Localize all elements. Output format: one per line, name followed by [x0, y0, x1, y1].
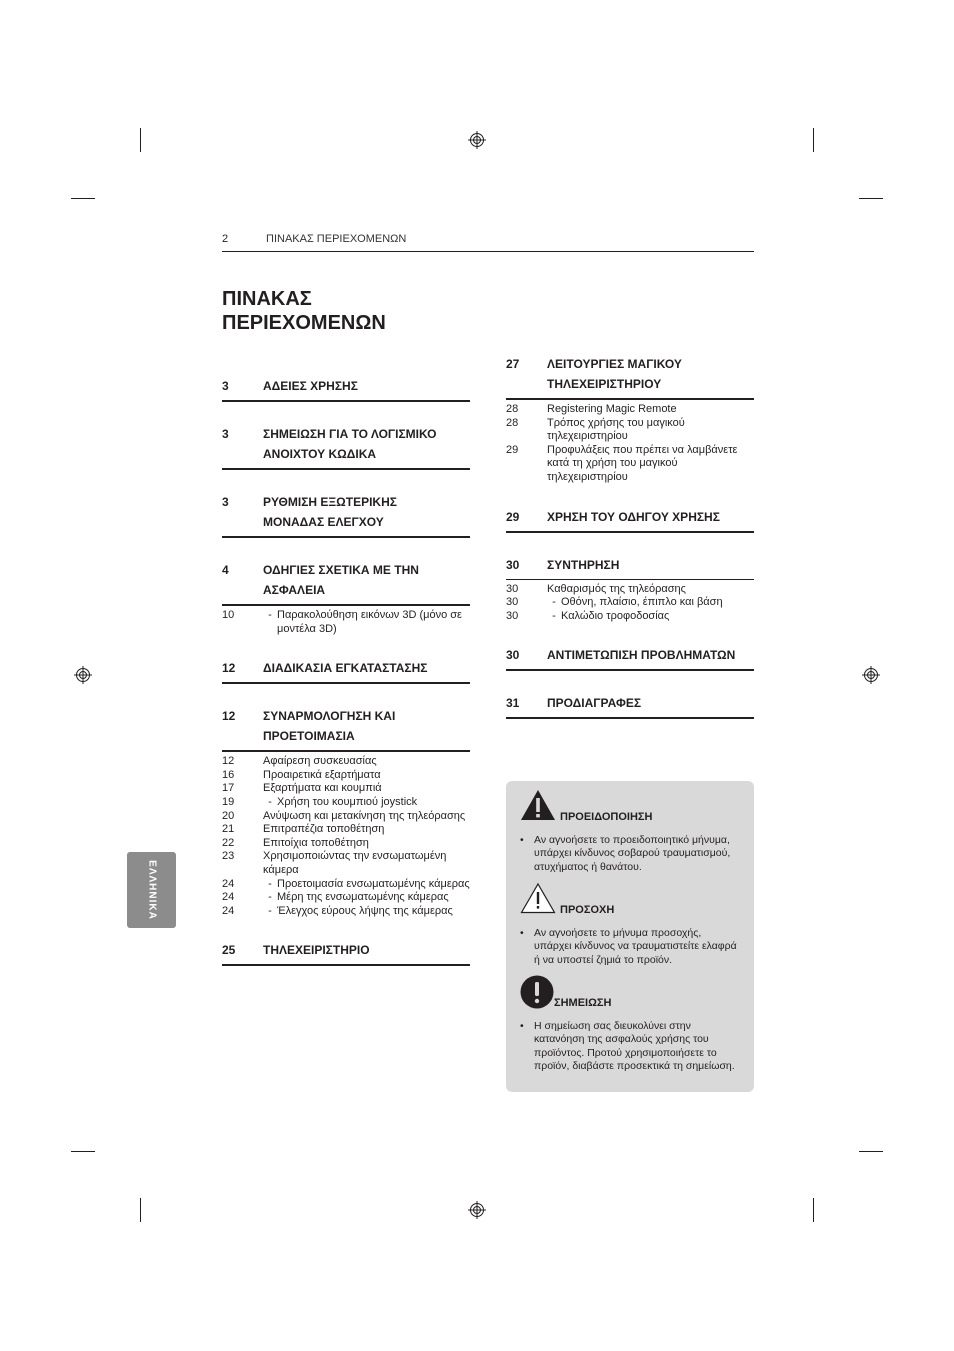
toc-subitem-title: Χρησιμοποιώντας την ενσωματωμένη κάμερα — [263, 850, 447, 876]
toc-heading[interactable] — [222, 376, 470, 402]
toc-heading-page: 3 — [222, 427, 229, 441]
toc-heading-title — [547, 507, 754, 527]
toc-subitem-title: Προετοιμασία ενσωματωμένης κάμερας — [277, 877, 470, 890]
toc-section — [222, 376, 470, 402]
note-label: ΣΗΜΕΙΩΣΗ — [554, 997, 612, 1009]
page-title-line: ΠΙΝΑΚΑΣ — [222, 288, 312, 310]
toc-subitem-title: Ανύψωση και μετακίνηση της τηλεόρασης — [263, 809, 466, 822]
registration-mark-icon — [74, 666, 92, 684]
toc-section — [506, 354, 754, 485]
toc-section — [506, 533, 754, 624]
toc-heading-title — [263, 706, 470, 746]
crop-mark — [813, 1198, 814, 1222]
toc-heading-line: ΧΡΗΣΗ ΤΟΥ ΟΔΗΓΟΥ ΧΡΗΣΗΣ — [547, 509, 720, 524]
toc-subitem-title: Οθόνη, πλαίσιο, έπιπλο και βάση — [561, 596, 723, 609]
toc-heading-line: ΔΙΑΔΙΚΑΣΙΑ ΕΓΚΑΤΑΣΤΑΣΗΣ — [263, 661, 428, 676]
toc-heading-line: ΜΟΝΑΔΑΣ ΕΛΕΓΧΟΥ — [263, 515, 384, 529]
toc-subitem-dash: - — [268, 795, 272, 808]
toc-heading-title — [547, 693, 754, 713]
caution-text: • Αν αγνοήσετε το μήνυμα προσοχής, υπάρχει κίνδυνος να τραυματιστείτε ελαφρά ή να υποστεί ζημιά το προϊόν. — [520, 927, 737, 966]
toc-heading-title — [263, 492, 470, 532]
toc-heading-line: ΑΝΟΙΧΤΟΥ ΚΩΔΙΚΑ — [263, 447, 377, 461]
toc-subitem[interactable] — [506, 610, 754, 624]
toc-section — [222, 538, 470, 636]
toc-heading-page: 29 — [506, 509, 520, 524]
toc-subitem-title: Επιτραπέζια τοποθέτηση — [263, 823, 385, 836]
toc-heading-page: 4 — [222, 563, 229, 577]
toc-subitem[interactable] — [506, 403, 754, 417]
toc-left-column — [222, 376, 470, 966]
page-number: 2 — [222, 233, 229, 245]
toc-right-column — [506, 354, 754, 719]
toc-subitem[interactable] — [222, 837, 470, 851]
toc-subitem-title: Χρήση του κουμπιού joystick — [277, 795, 418, 808]
crop-mark — [813, 128, 814, 152]
toc-subitem-page: 20 — [222, 809, 235, 822]
toc-heading[interactable] — [222, 424, 470, 470]
toc-subitem-title: Εξαρτήματα και κουμπιά — [263, 782, 382, 795]
toc-subitem[interactable] — [506, 444, 754, 485]
toc-subitem-page: 12 — [222, 755, 235, 768]
toc-heading[interactable] — [506, 645, 754, 671]
language-tab-label: ΕΛΛΗΝΙΚΑ — [146, 860, 157, 920]
toc-heading-page: 31 — [506, 696, 520, 711]
toc-subitem[interactable] — [506, 583, 754, 597]
toc-heading-page: 12 — [222, 709, 236, 724]
toc-heading-line: ΣΥΝΑΡΜΟΛΟΓΗΣΗ ΚΑΙ — [263, 709, 396, 724]
toc-subitem-title: Μέρη της ενσωματωμένης κάμερας — [277, 891, 449, 904]
caution-triangle-icon — [520, 882, 556, 914]
toc-subitem-title: Αφαίρεση συσκευασίας — [263, 755, 377, 768]
toc-heading-line: ΟΔΗΓΙΕΣ ΣΧΕΤΙΚΑ ΜΕ ΤΗΝ — [263, 563, 419, 577]
toc-heading-line: ΤΗΛΕΧΕΙΡΙΣΤΗΡΙΟΥ — [547, 377, 662, 391]
toc-subitem-page: 23 — [222, 850, 235, 863]
toc-section — [506, 671, 754, 719]
toc-subitem-page: 10 — [222, 609, 235, 621]
toc-subitem-page: 30 — [506, 609, 519, 622]
toc-subitem[interactable] — [222, 609, 470, 636]
toc-heading[interactable] — [222, 940, 470, 966]
toc-subitem[interactable] — [506, 596, 754, 610]
caution-label: ΠΡΟΣΟΧΗ — [560, 904, 615, 916]
toc-subitem-page: 30 — [506, 596, 519, 609]
toc-subitem-page: 16 — [222, 768, 235, 781]
toc-heading-page: 3 — [222, 495, 229, 509]
toc-section — [222, 918, 470, 966]
crop-mark — [71, 198, 95, 199]
toc-subitem-title: Τρόπος χρήσης του μαγικού τηλεχειριστηρίου — [547, 416, 685, 443]
toc-section — [222, 402, 470, 470]
toc-sublist — [222, 609, 470, 636]
header-rule — [222, 251, 754, 252]
page-title-line: ΠΕΡΙΕΧΟΜΕΝΩΝ — [222, 312, 386, 334]
toc-subitem[interactable] — [222, 810, 470, 824]
crop-mark — [859, 198, 883, 199]
toc-subitem[interactable] — [222, 850, 470, 877]
crop-mark — [140, 1198, 141, 1222]
toc-heading-line: ΡΥΘΜΙΣΗ ΕΞΩΤΕΡΙΚΗΣ — [263, 495, 397, 509]
toc-subitem-page: 24 — [222, 877, 235, 890]
toc-heading-page: 30 — [506, 648, 520, 663]
toc-subitem[interactable] — [222, 755, 470, 769]
toc-section — [222, 684, 470, 918]
crop-mark — [859, 1151, 883, 1152]
toc-subitem[interactable] — [222, 905, 470, 919]
toc-heading-title — [547, 645, 754, 665]
toc-section — [506, 485, 754, 533]
bullet-icon: • — [520, 834, 524, 846]
toc-heading-title — [547, 555, 754, 575]
toc-heading-page: 12 — [222, 661, 236, 676]
registration-mark-icon — [468, 1201, 486, 1219]
crop-mark — [140, 128, 141, 152]
toc-heading-title — [263, 560, 470, 600]
toc-heading[interactable] — [506, 693, 754, 719]
toc-heading[interactable] — [222, 658, 470, 684]
notice-box — [506, 781, 754, 1092]
toc-heading-page: 25 — [222, 943, 236, 958]
toc-subitem[interactable] — [222, 891, 470, 905]
exclamation-circle-icon — [520, 975, 554, 1009]
registration-mark-icon — [862, 666, 880, 684]
toc-subitem-page: 24 — [222, 904, 235, 917]
toc-heading-title — [547, 354, 754, 394]
toc-heading-title — [263, 940, 470, 960]
toc-subitem-page: 24 — [222, 891, 235, 904]
toc-subitem-title: Προφυλάξεις που πρέπει να λαμβάνετε κατά τη χρήση του μαγικού τηλεχειριστηρίου — [547, 443, 738, 483]
toc-section — [222, 470, 470, 538]
toc-subitem-dash: - — [268, 877, 272, 890]
toc-subitem-dash: - — [268, 891, 272, 904]
toc-heading-title — [263, 424, 470, 464]
warning-triangle-icon — [520, 789, 556, 821]
toc-subitem-page: 28 — [506, 416, 519, 429]
toc-heading-page: 27 — [506, 357, 520, 371]
toc-subitem[interactable] — [222, 769, 470, 783]
toc-subitem-dash: - — [552, 609, 556, 622]
crop-mark — [71, 1151, 95, 1152]
toc-section — [222, 636, 470, 684]
toc-subitem-page: 19 — [222, 795, 235, 808]
toc-subitem-title: Καθαρισμός της τηλεόρασης — [547, 582, 686, 595]
toc-heading-line: ΑΔΕΙΕΣ ΧΡΗΣΗΣ — [263, 379, 358, 393]
toc-heading[interactable] — [506, 555, 754, 580]
toc-sublist — [506, 583, 754, 624]
toc-subitem-dash: - — [268, 609, 272, 621]
toc-heading-page: 3 — [222, 379, 229, 393]
toc-subitem-title: Παρακολούθηση εικόνων 3D (μόνο σε μοντέλα 3D) — [277, 609, 462, 635]
toc-subitem-title: Προαιρετικά εξαρτήματα — [263, 768, 381, 781]
toc-subitem-page: 21 — [222, 823, 235, 836]
toc-subitem-page: 30 — [506, 582, 519, 595]
page-title — [222, 287, 482, 335]
toc-subitem-title: Καλώδιο τροφοδοσίας — [561, 609, 670, 622]
toc-heading[interactable] — [506, 507, 754, 533]
toc-sublist — [506, 403, 754, 485]
toc-heading-line: ΠΡΟΕΤΟΙΜΑΣΙΑ — [263, 729, 355, 744]
toc-heading-title — [263, 376, 470, 396]
toc-heading-title — [263, 658, 470, 678]
toc-heading-line: ΤΗΛΕΧΕΙΡΙΣΤΗΡΙΟ — [263, 943, 370, 958]
language-tab — [127, 852, 176, 928]
toc-subitem-dash: - — [268, 904, 272, 917]
warning-label: ΠΡΟΕΙΔΟΠΟΙΗΣΗ — [560, 811, 653, 823]
toc-subitem-page: 29 — [506, 443, 519, 456]
toc-subitem-title: Επιτοίχια τοποθέτηση — [263, 836, 369, 849]
toc-heading-page: 30 — [506, 557, 520, 572]
toc-subitem-page: 22 — [222, 836, 235, 849]
toc-sublist — [222, 755, 470, 918]
toc-heading-line: ΑΝΤΙΜΕΤΩΠΙΣΗ ΠΡΟΒΛΗΜΑΤΩΝ — [547, 648, 736, 663]
note-text: • Η σημείωση σας διευκολύνει στην κατανόηση της ασφαλούς χρήσης του προϊόντος. Προτού χρησιμοποιήσετε το προϊόν, διαβάστε προσεκτικά τη σημείωση. — [520, 1020, 735, 1073]
toc-heading[interactable] — [222, 560, 470, 606]
toc-heading-line: ΑΣΦΑΛΕΙΑ — [263, 583, 326, 597]
toc-subitem-page: 28 — [506, 403, 519, 415]
warning-text: • Αν αγνοήσετε το προειδοποιητικό μήνυμα, υπάρχει κίνδυνος σοβαρού τραυματισμού, ατυχήματος ή θανάτου. — [520, 834, 731, 873]
toc-subitem[interactable] — [506, 417, 754, 444]
toc-heading-line: ΣΥΝΤΗΡΗΣΗ — [547, 557, 620, 572]
toc-heading-line: ΣΗΜΕΙΩΣΗ ΓΙΑ ΤΟ ΛΟΓΙΣΜΙΚΟ — [263, 427, 437, 441]
toc-heading[interactable] — [506, 354, 754, 400]
toc-heading[interactable] — [222, 706, 470, 752]
toc-heading[interactable] — [222, 492, 470, 538]
bullet-icon: • — [520, 927, 524, 939]
toc-subitem[interactable] — [222, 878, 470, 892]
toc-section — [506, 623, 754, 671]
toc-subitem-title: Registering Magic Remote — [547, 403, 677, 415]
toc-subitem-dash: - — [552, 596, 556, 609]
toc-subitem[interactable] — [222, 782, 470, 796]
toc-subitem[interactable] — [222, 823, 470, 837]
toc-heading-line: ΛΕΙΤΟΥΡΓΙΕΣ ΜΑΓΙΚΟΥ — [547, 357, 682, 371]
registration-mark-icon — [468, 131, 486, 149]
toc-subitem-title: Έλεγχος εύρους λήψης της κάμερας — [277, 904, 453, 917]
toc-subitem-page: 17 — [222, 782, 235, 795]
bullet-icon: • — [520, 1020, 524, 1032]
toc-subitem[interactable] — [222, 796, 470, 810]
running-title: ΠΙΝΑΚΑΣ ΠΕΡΙΕΧΟΜΕΝΩΝ — [266, 233, 407, 245]
toc-heading-line: ΠΡΟΔΙΑΓΡΑΦΕΣ — [547, 696, 642, 711]
